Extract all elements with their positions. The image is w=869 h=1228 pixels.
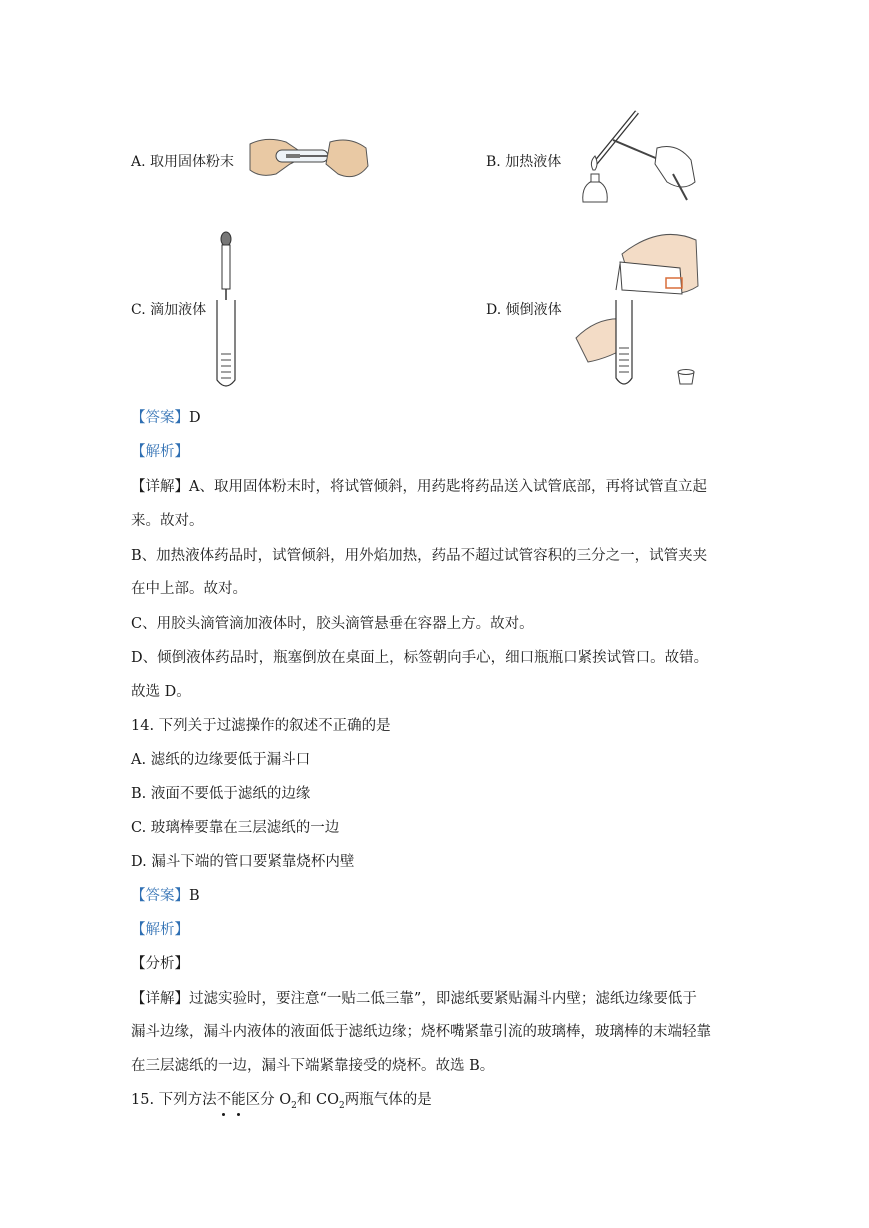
- answer-value: B: [189, 888, 200, 904]
- q15-text: 两瓶气体的是: [344, 1092, 432, 1108]
- conclusion: 故选 D。: [131, 684, 191, 700]
- option-b: B. 液面不要低于滤纸的边缘: [131, 786, 311, 802]
- pouring-liquid-icon: [570, 228, 706, 394]
- answer-tag: 【答案】: [131, 410, 189, 426]
- powder-tube-icon: [246, 130, 371, 186]
- option-b-label: B. 加热液体: [486, 154, 562, 170]
- option-c-label: C. 滴加液体: [131, 302, 207, 318]
- option-d-label: D. 倾倒液体: [486, 302, 562, 318]
- answer-line-q13: [131, 407, 201, 429]
- fenxi-tag: 【分析】: [131, 956, 189, 972]
- heating-liquid-icon: [573, 104, 701, 212]
- option-a-label: A. 取用固体粉末: [131, 154, 235, 170]
- option-a: A. 滤纸的边缘要低于漏斗口: [131, 752, 311, 768]
- emphasis-char: 不: [217, 1089, 232, 1111]
- question-stem-14: 14. 下列关于过滤操作的叙述不正确的是: [131, 718, 391, 734]
- detail-line: 漏斗边缘，漏斗内液体的液面低于滤纸边缘；烧杯嘴紧靠引流的玻璃棒，玻璃棒的末端轻靠: [131, 1024, 711, 1040]
- option-d: D. 漏斗下端的管口要紧靠烧杯内壁: [131, 854, 355, 870]
- detail-line: 在中上部。故对。: [131, 581, 247, 597]
- detail-line: C、用胶头滴管滴加液体时，胶头滴管悬垂在容器上方。故对。: [131, 616, 534, 632]
- detail-line: B、加热液体药品时，试管倾斜，用外焰加热，药品不超过试管容积的三分之一，试管夹夹: [131, 548, 708, 564]
- detail-line: 来。故对。: [131, 513, 204, 529]
- answer-line-q14: [131, 885, 200, 907]
- question-stem-15: [131, 1089, 432, 1117]
- subscript: 2: [339, 1100, 345, 1111]
- dropper-icon: [210, 230, 242, 392]
- emphasis-char: 能: [231, 1089, 246, 1111]
- analysis-tag: 【解析】: [131, 922, 189, 938]
- subscript: 2: [291, 1100, 297, 1111]
- answer-value: D: [189, 410, 201, 426]
- option-c: C. 玻璃棒要靠在三层滤纸的一边: [131, 820, 340, 836]
- detail-line: 在三层滤纸的一边，漏斗下端紧靠接受的烧杯。故选 B。: [131, 1058, 495, 1074]
- q15-text: 和 CO: [296, 1092, 339, 1108]
- q15-text: 区分 O: [245, 1092, 292, 1108]
- detail-line: 【详解】A、取用固体粉末时，将试管倾斜，用药匙将药品送入试管底部，再将试管直立起: [131, 479, 707, 495]
- detail-line: 【详解】过滤实验时，要注意“一贴二低三靠”，即滤纸要紧贴漏斗内壁；滤纸边缘要低于: [131, 991, 697, 1007]
- detail-line: D、倾倒液体药品时，瓶塞倒放在桌面上，标签朝向手心，细口瓶瓶口紧挨试管口。故错。: [131, 650, 709, 666]
- answer-tag: 【答案】: [131, 888, 189, 904]
- q15-number: 15. 下列方法: [131, 1092, 217, 1108]
- analysis-tag: 【解析】: [131, 444, 189, 460]
